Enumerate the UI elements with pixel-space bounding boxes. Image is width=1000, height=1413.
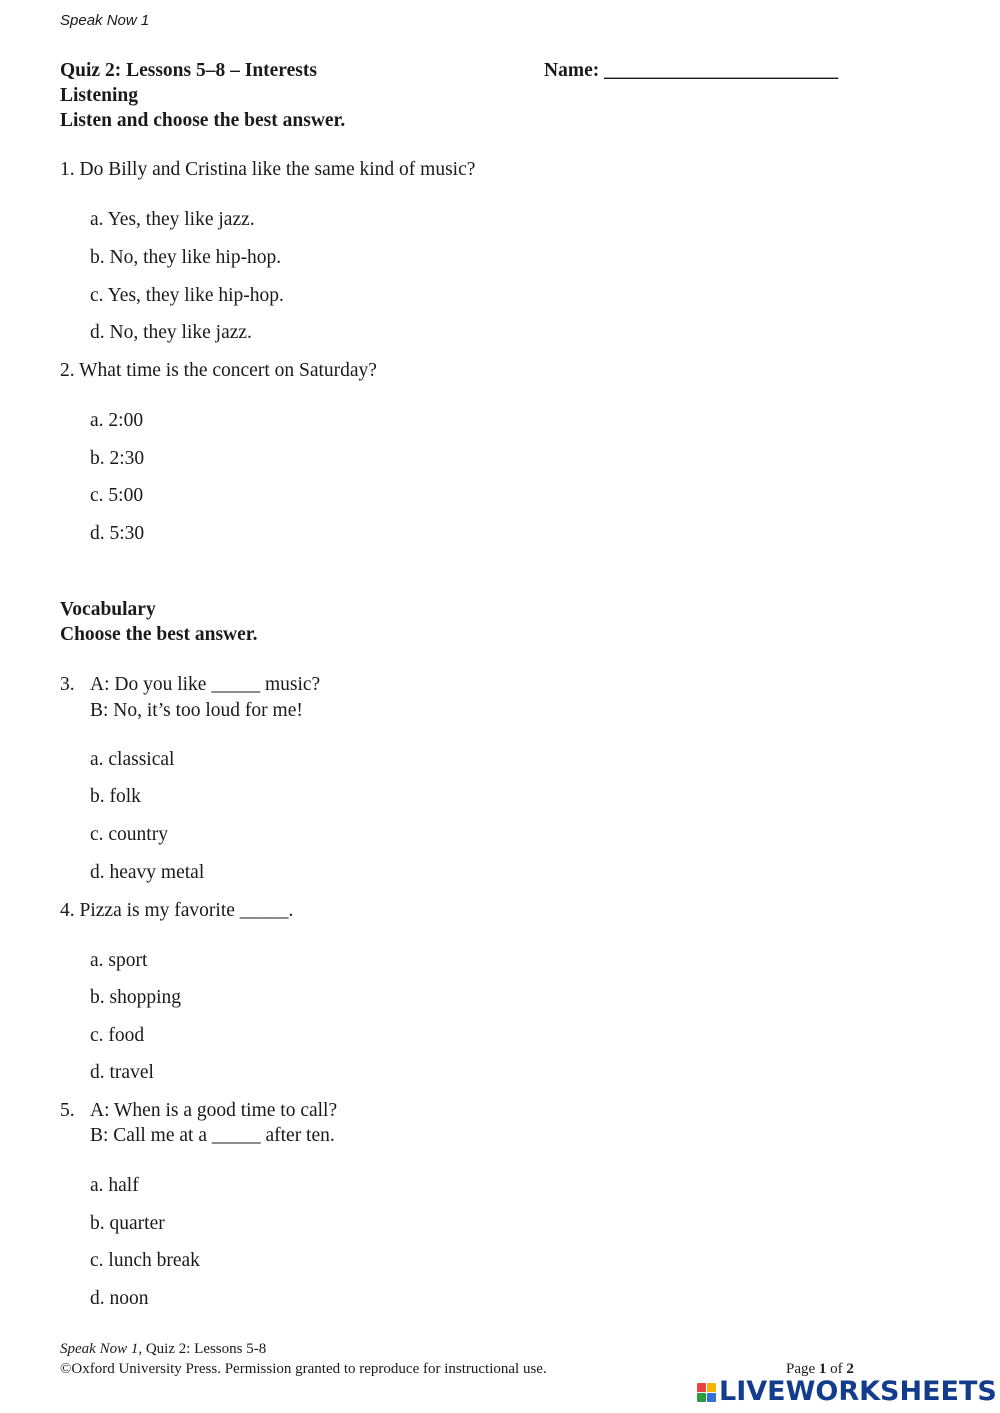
page-of: of (826, 1361, 847, 1377)
question-2-option-a[interactable]: a. 2:00 (90, 410, 144, 431)
question-1-option-a[interactable]: a. Yes, they like jazz. (90, 209, 255, 230)
liveworksheets-logo-icon (697, 1383, 716, 1402)
question-5-option-c[interactable]: c. lunch break (90, 1250, 200, 1271)
question-1-option-b[interactable]: b. No, they like hip-hop. (90, 247, 282, 268)
question-5-number: 5. (60, 1100, 75, 1121)
question-3-number: 3. (60, 674, 75, 695)
question-4-prompt: 4. Pizza is my favorite _____. (60, 900, 294, 921)
name-label: Name: (544, 60, 600, 81)
quiz-title: Quiz 2: Lessons 5–8 – Interests (60, 60, 317, 81)
logo-tile-red (697, 1383, 706, 1392)
logo-tile-blue (707, 1393, 716, 1402)
question-2-option-d[interactable]: d. 5:30 (90, 523, 145, 544)
logo-tile-green (697, 1393, 706, 1402)
section-instruction-vocabulary: Choose the best answer. (60, 624, 258, 645)
section-instruction-listening: Listen and choose the best answer. (60, 110, 346, 131)
question-2-option-c[interactable]: c. 5:00 (90, 485, 144, 506)
question-5-option-b[interactable]: b. quarter (90, 1213, 165, 1234)
footer-quiz-ref: , Quiz 2: Lessons 5-8 (138, 1341, 267, 1357)
name-field[interactable] (544, 59, 838, 82)
question-4-option-c[interactable]: c. food (90, 1025, 145, 1046)
question-2-prompt: 2. What time is the concert on Saturday? (60, 360, 377, 381)
name-blank: ________________________ (604, 60, 839, 81)
question-3-line-b: B: No, it’s too loud for me! (90, 700, 303, 721)
question-1-option-c[interactable]: c. Yes, they like hip-hop. (90, 285, 284, 306)
question-4-option-d[interactable]: d. travel (90, 1062, 154, 1083)
footer-copyright: ©Oxford University Press. Permission granted to reproduce for instructional use. (60, 1361, 547, 1377)
liveworksheets-watermark[interactable] (697, 1376, 997, 1408)
question-3-option-d[interactable]: d. heavy metal (90, 862, 205, 883)
section-title-vocabulary: Vocabulary (60, 599, 156, 620)
page-current: 1 (818, 1361, 827, 1377)
page-total: 2 (846, 1361, 854, 1377)
question-3-option-c[interactable]: c. country (90, 824, 168, 845)
footer-book-line (60, 1340, 266, 1358)
footer-book-title: Speak Now 1 (60, 1341, 139, 1357)
question-3-line-a: A: Do you like _____ music? (90, 674, 321, 695)
question-5-option-d[interactable]: d. noon (90, 1288, 149, 1309)
question-4-option-b[interactable]: b. shopping (90, 987, 182, 1008)
question-5-option-a[interactable]: a. half (90, 1175, 139, 1196)
watermark-text: LIVEWORKSHEETS (719, 1376, 997, 1407)
question-1-option-d[interactable]: d. No, they like jazz. (90, 322, 252, 343)
running-header: Speak Now 1 (60, 12, 150, 29)
section-title-listening: Listening (60, 85, 139, 106)
question-4-option-a[interactable]: a. sport (90, 950, 148, 971)
logo-tile-yellow (707, 1383, 716, 1392)
page-word: Page (786, 1361, 819, 1377)
question-2-option-b[interactable]: b. 2:30 (90, 448, 145, 469)
question-3-option-a[interactable]: a. classical (90, 749, 175, 770)
question-3-option-b[interactable]: b. folk (90, 786, 141, 807)
question-5-line-a: A: When is a good time to call? (90, 1100, 338, 1121)
question-1-prompt: 1. Do Billy and Cristina like the same kind of music? (60, 159, 476, 180)
question-5-line-b: B: Call me at a _____ after ten. (90, 1125, 335, 1146)
